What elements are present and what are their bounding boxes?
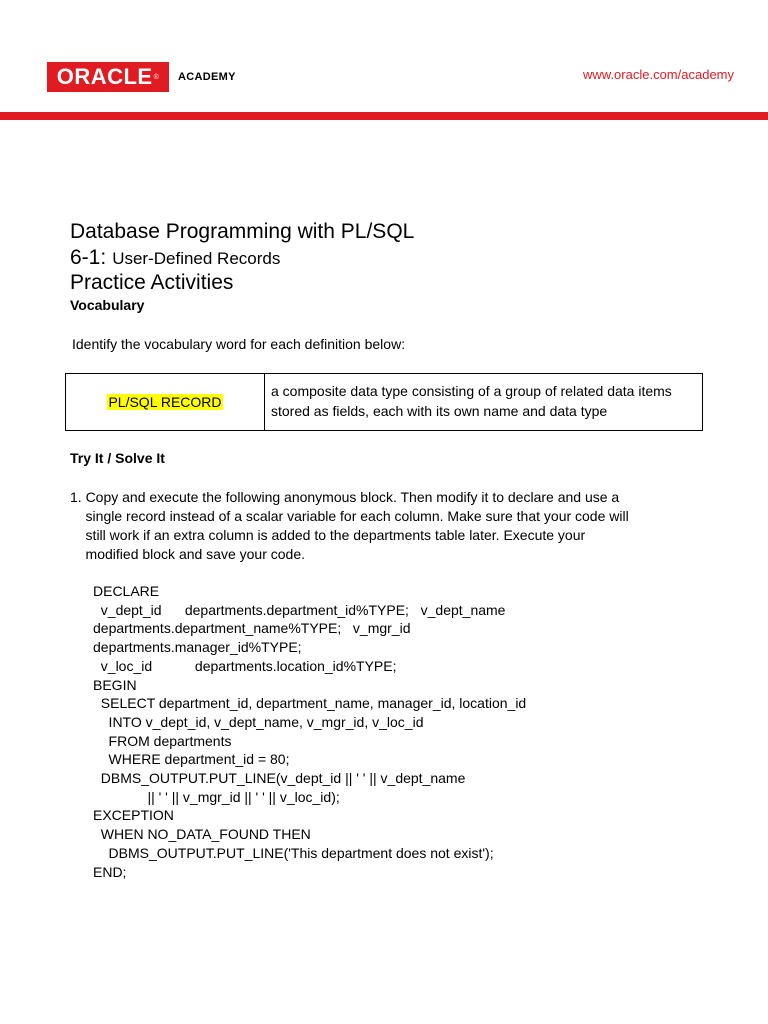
code-line: FROM departments: [93, 732, 232, 749]
section-title: Practice Activities: [70, 271, 234, 294]
code-block: [93, 582, 526, 881]
code-line: EXCEPTION: [93, 807, 174, 824]
academy-label: ACADEMY: [178, 71, 236, 83]
vocabulary-table: [65, 373, 703, 431]
vocabulary-term: PL/SQL RECORD: [108, 394, 222, 410]
code-line: DBMS_OUTPUT.PUT_LINE(v_dept_id || ' ' || v_dept_name: [93, 770, 466, 787]
try-it-heading: Try It / Solve It: [70, 450, 165, 466]
code-line: WHEN NO_DATA_FOUND THEN: [93, 826, 311, 843]
academy-url-link[interactable]: www.oracle.com/academy: [583, 67, 734, 82]
code-line: v_dept_id departments.department_id%TYPE; v_dept_name: [93, 601, 506, 618]
question-line: still work if an extra column is added to the departments table later. Execute your: [70, 527, 586, 543]
code-line: SELECT department_id, department_name, manager_id, location_id: [93, 695, 527, 712]
question-1: [70, 488, 690, 564]
code-line: DBMS_OUTPUT.PUT_LINE('This department does not exist');: [93, 844, 494, 861]
lesson-number: 6-1:: [70, 246, 107, 269]
registered-mark: ®: [153, 73, 160, 81]
page-header: [0, 0, 768, 120]
question-line: modified block and save your code.: [70, 546, 306, 562]
code-line: v_loc_id departments.location_id%TYPE;: [93, 657, 397, 674]
course-title: Database Programming with PL/SQL: [70, 220, 415, 243]
vocabulary-term-cell: [66, 374, 265, 430]
vocabulary-heading: Vocabulary: [70, 297, 145, 313]
lesson-title: [70, 246, 280, 270]
vocabulary-instructions: Identify the vocabulary word for each definition below:: [72, 336, 406, 352]
code-line: DECLARE: [93, 583, 160, 599]
question-line: 1. Copy and execute the following anonymous block. Then modify it to declare and use a: [70, 489, 620, 505]
lesson-name: User-Defined Records: [112, 249, 281, 268]
header-divider: [0, 112, 768, 120]
vocabulary-definition: a composite data type consisting of a group of related data items stored as fields, each with its own name and data type: [271, 383, 672, 419]
oracle-logo-text: ORACLE: [56, 64, 153, 89]
code-line: BEGIN: [93, 676, 137, 693]
code-line: INTO v_dept_id, v_dept_name, v_mgr_id, v_loc_id: [93, 713, 424, 730]
code-line: departments.manager_id%TYPE;: [93, 639, 302, 656]
code-line: || ' ' || v_mgr_id || ' ' || v_loc_id);: [93, 788, 340, 805]
code-line: END;: [93, 863, 127, 880]
oracle-logo: [47, 62, 169, 92]
code-line: departments.department_name%TYPE; v_mgr_id: [93, 620, 411, 637]
code-line: WHERE department_id = 80;: [93, 751, 290, 768]
question-line: single record instead of a scalar variable for each column. Make sure that your code will: [70, 508, 629, 524]
